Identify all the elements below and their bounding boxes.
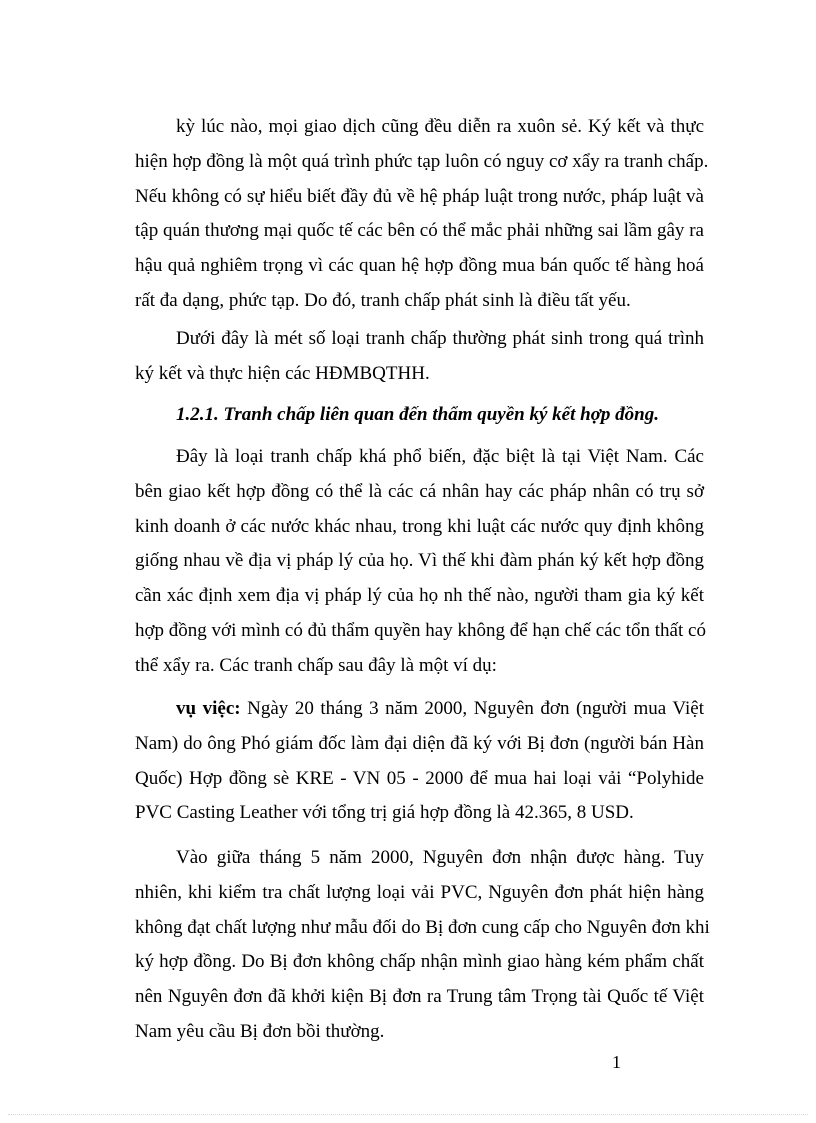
paragraph-line: PVC Casting Leather với tổng trị giá hợp đồng là 42.365, 8 USD. (135, 802, 634, 824)
case-text: Ngày 20 tháng 3 năm 2000, Nguyên đơn (người mua Việt (240, 698, 705, 719)
section-heading-text: 1.2.1. Tranh chấp liên quan đến thẩm quyền ký kết hợp đồng. (176, 404, 659, 425)
paragraph-line: kỳ lúc nào, mọi giao dịch cũng đều diễn ra xuôn sẻ. Ký kết và thực (176, 116, 704, 137)
paragraph-4-first (176, 692, 704, 727)
case-label: vụ việc: (176, 698, 241, 719)
paragraph-3-first (176, 440, 704, 475)
paragraph-2-body (135, 357, 704, 392)
paragraph-line: giống nhau về địa vị pháp lý của họ. Vì thế khi đàm phán ký kết hợp đồng (135, 550, 704, 572)
paragraph-line: thể xẩy ra. Các tranh chấp sau đây là một ví dụ: (135, 654, 497, 676)
paragraph-5-first (176, 841, 704, 876)
paragraph-line: Nếu không có sự hiểu biết đầy đủ về hệ pháp luật trong nước, pháp luật và (135, 185, 704, 207)
paragraph-line: hậu quả nghiêm trọng vì các quan hệ hợp đồng mua bán quốc tế hàng hoá (135, 255, 704, 277)
paragraph-1-body (135, 145, 709, 319)
paragraph-line: cần xác định xem địa vị pháp lý của họ nh thế nào, người tham gia ký kết (135, 585, 704, 607)
footer-divider (8, 1114, 808, 1115)
paragraph-3-body (135, 475, 704, 683)
paragraph-2-first (176, 322, 704, 357)
paragraph-line: không đạt chất lượng như mẫu đối do Bị đơn cung cấp cho Nguyên đơn khi (135, 916, 710, 938)
paragraph-line: rất đa dạng, phức tạp. Do đó, tranh chấp phát sinh là điều tất yếu. (135, 289, 631, 311)
paragraph-line: Đây là loại tranh chấp khá phổ biến, đặc biệt là tại Việt Nam. Các (176, 446, 704, 467)
paragraph-line: hiện hợp đồng là một quá trình phức tạp luôn có nguy cơ xẩy ra tranh chấp. (135, 151, 709, 172)
paragraph-line: Dưới đây là mét số loại tranh chấp thường phát sinh trong quá trình (176, 328, 704, 349)
paragraph-line (176, 692, 704, 727)
paragraph-line: ký hợp đồng. Do Bị đơn không chấp nhận mình giao hàng kém phẩm chất (135, 951, 704, 973)
paragraph-4-body (135, 727, 704, 831)
paragraph-line: nhiên, khi kiểm tra chất lượng loại vải PVC, Nguyên đơn phát hiện hàng (135, 882, 704, 903)
paragraph-line: bên giao kết hợp đồng có thể là các cá nhân hay các pháp nhân có trụ sở (135, 481, 704, 502)
paragraph-5-body (135, 876, 710, 1050)
page-number: 1 (612, 1052, 621, 1072)
paragraph-line: Nam yêu cầu Bị đơn bồi thường. (135, 1020, 385, 1042)
section-heading (176, 398, 704, 433)
paragraph-line: Vào giữa tháng 5 năm 2000, Nguyên đơn nhận được hàng. Tuy (176, 847, 704, 868)
paragraph-line: kinh doanh ở các nước khác nhau, trong khi luật các nước quy định không (135, 515, 704, 537)
paragraph-line: Nam) do ông Phó giám đốc làm đại diện đã ký với Bị đơn (người bán Hàn (135, 733, 704, 754)
paragraph-line: Quốc) Hợp đồng sè KRE - VN 05 - 2000 để mua hai loại vải “Polyhide (135, 767, 704, 789)
paragraph-line: nên Nguyên đơn đã khởi kiện Bị đơn ra Trung tâm Trọng tài Quốc tế Việt (135, 986, 704, 1008)
paragraph-line: hợp đồng với mình có đủ thẩm quyền hay không để hạn chế các tổn thất có (135, 619, 706, 641)
paragraph-1 (176, 110, 704, 145)
paragraph-line: tập quán thương mại quốc tế các bên có thể mắc phải những sai lầm gây ra (135, 220, 704, 242)
paragraph-line: ký kết và thực hiện các HĐMBQTHH. (135, 363, 430, 384)
